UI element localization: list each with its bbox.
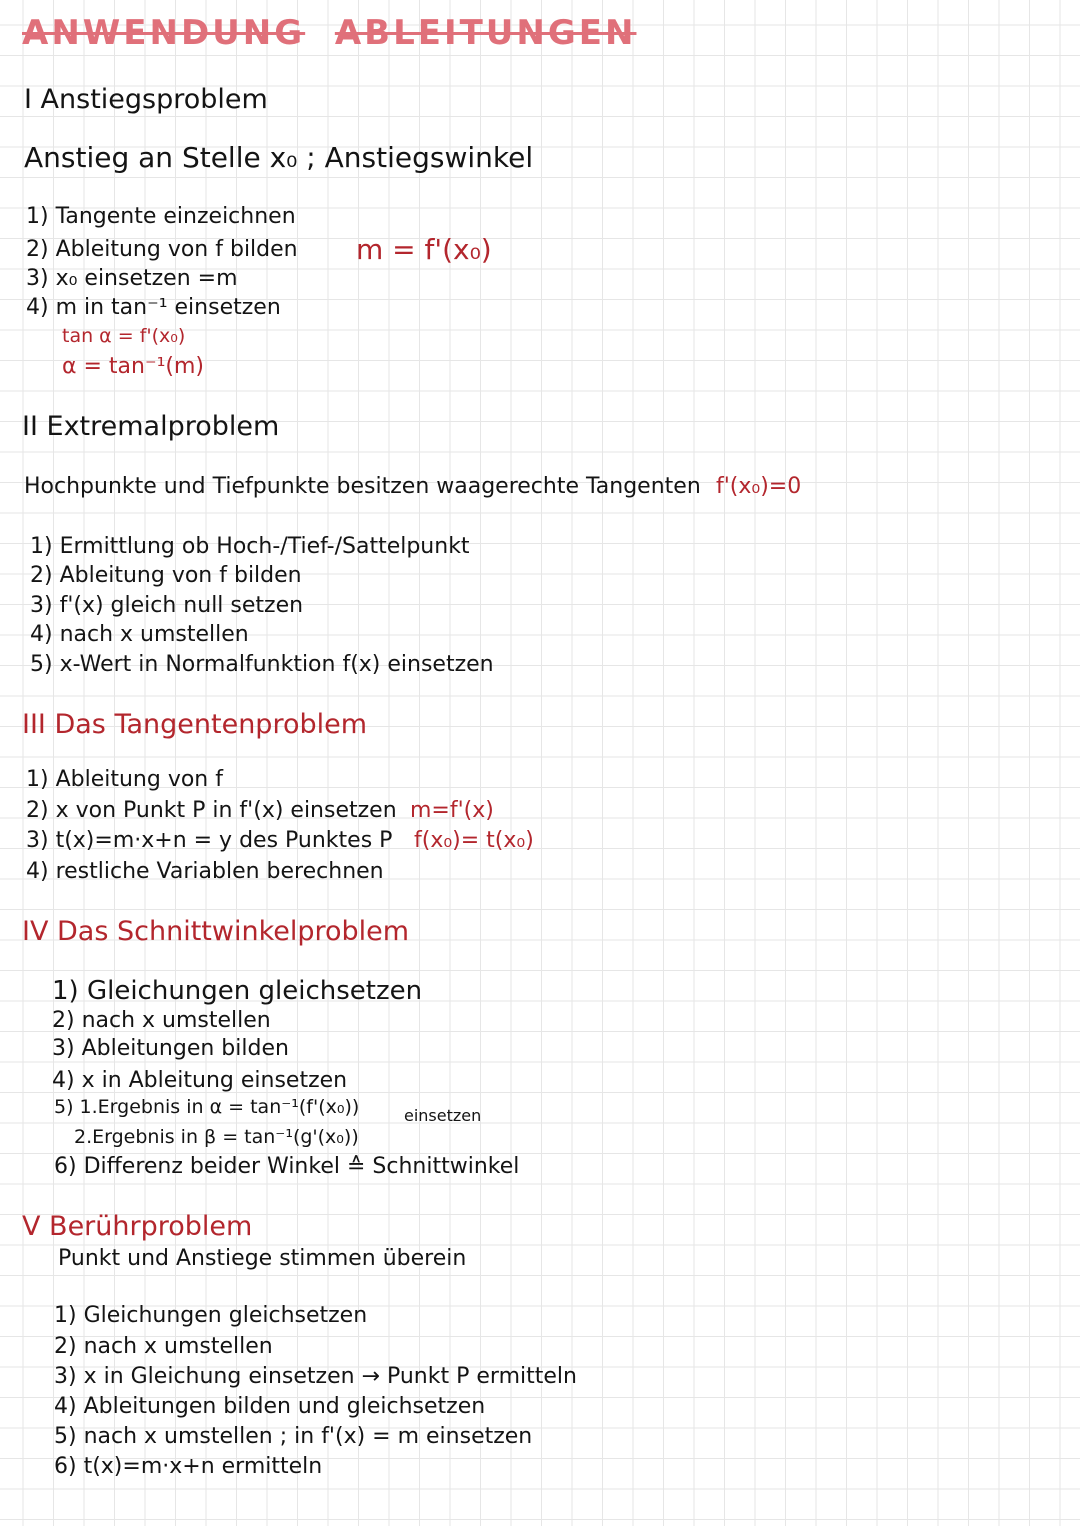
section-5-step: 6) t(x)=m·x+n ermitteln [54, 1454, 323, 1479]
section-2-formula: f'(x₀)=0 [716, 474, 802, 499]
section-5-step: 2) nach x umstellen [54, 1334, 273, 1359]
section-4-step: 2.Ergebnis in β = tan⁻¹(g'(x₀)) [74, 1126, 359, 1148]
section-1-tan-formula: tan α = f'(x₀) [62, 325, 186, 347]
section-4-step: 1) Gleichungen gleichsetzen [52, 976, 423, 1006]
section-1-formula-m: m = f'(x₀) [356, 233, 492, 266]
section-2-text: Hochpunkte und Tiefpunkte besitzen waagerechte Tangenten [24, 474, 701, 499]
section-3-step: 3) t(x)=m·x+n = y des Punktes P [26, 828, 393, 853]
section-3-step: 2) x von Punkt P in f'(x) einsetzen [26, 798, 397, 823]
section-4-step: 6) Differenz beider Winkel ≙ Schnittwinkel [54, 1154, 520, 1179]
title-word-1: ANWENDUNG [22, 13, 306, 53]
section-5-heading: V Berührproblem [22, 1211, 253, 1242]
section-1-step: 4) m in tan⁻¹ einsetzen [26, 295, 281, 320]
section-3-step: 4) restliche Variablen berechnen [26, 859, 384, 884]
section-4-step: 5) 1.Ergebnis in α = tan⁻¹(f'(x₀)) [54, 1096, 360, 1118]
section-3-formula-m: m=f'(x) [410, 798, 494, 823]
section-5-step: 4) Ableitungen bilden und gleichsetzen [54, 1394, 486, 1419]
section-5-subtitle: Punkt und Anstiege stimmen überein [58, 1246, 467, 1271]
section-1-subtitle: Anstieg an Stelle x₀ ; Anstiegswinkel [24, 141, 534, 174]
section-4-step: 2) nach x umstellen [52, 1008, 271, 1033]
section-4-heading: IV Das Schnittwinkelproblem [22, 916, 410, 947]
section-4-step: 3) Ableitungen bilden [52, 1036, 289, 1061]
section-1-step: 3) x₀ einsetzen =m [26, 266, 238, 291]
section-1-alpha-formula: α = tan⁻¹(m) [62, 354, 205, 379]
section-5-step: 3) x in Gleichung einsetzen → Punkt P ermitteln [54, 1364, 577, 1389]
section-2-step: 2) Ableitung von f bilden [30, 563, 302, 588]
title-word-2: ABLEITUNGEN [334, 13, 637, 53]
section-3-formula-f: f(x₀)= t(x₀) [414, 828, 534, 853]
section-2-heading: II Extremalproblem [22, 411, 280, 442]
section-4-einsetzen: einsetzen [404, 1106, 482, 1125]
page-title [22, 13, 637, 53]
section-2-step: 3) f'(x) gleich null setzen [30, 593, 304, 618]
section-2-step: 5) x-Wert in Normalfunktion f(x) einsetzen [30, 652, 494, 677]
section-3-step: 1) Ableitung von f [26, 767, 223, 792]
section-5-step: 1) Gleichungen gleichsetzen [54, 1303, 368, 1328]
section-1-step: 1) Tangente einzeichnen [26, 204, 296, 229]
section-5-step: 5) nach x umstellen ; in f'(x) = m einsetzen [54, 1424, 533, 1449]
section-3-heading: III Das Tangentenproblem [22, 709, 368, 740]
section-2-step: 4) nach x umstellen [30, 622, 249, 647]
section-2-step: 1) Ermittlung ob Hoch-/Tief-/Sattelpunkt [30, 534, 470, 559]
section-1-step: 2) Ableitung von f bilden [26, 237, 298, 262]
section-1-heading: I Anstiegsproblem [24, 84, 268, 115]
section-4-step: 4) x in Ableitung einsetzen [52, 1068, 348, 1093]
